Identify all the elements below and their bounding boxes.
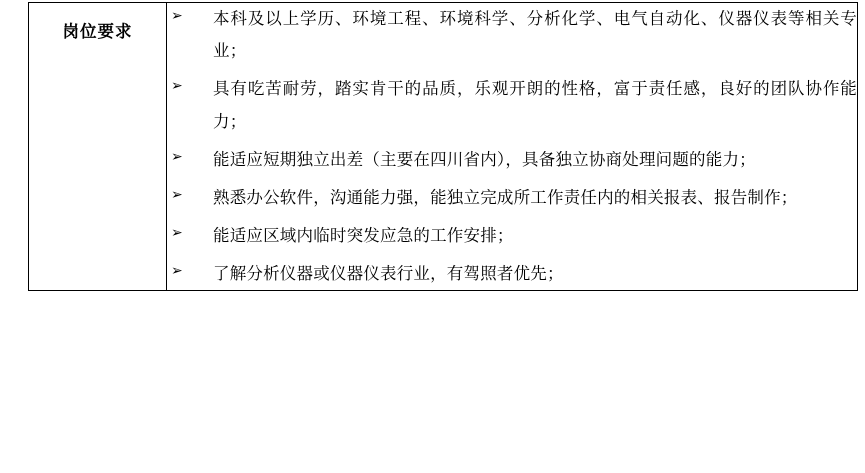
requirement-text: 能适应短期独立出差（主要在四川省内），具备独立协商处理问题的能力； — [213, 149, 756, 169]
requirement-text: 熟悉办公软件，沟通能力强，能独立完成所工作责任内的相关报表、报告制作； — [213, 187, 798, 207]
arrow-bullet-icon: ➢ — [171, 225, 183, 242]
row-label-cell — [29, 3, 167, 291]
document-page — [0, 2, 865, 473]
requirements-cell — [167, 3, 858, 291]
table-row — [29, 3, 858, 291]
list-item — [167, 258, 857, 290]
requirement-text: 本科及以上学历、环境工程、环境科学、分析化学、电气自动化、仪器仪表等相关专业； — [213, 9, 857, 61]
list-item — [167, 220, 857, 252]
list-item — [167, 73, 857, 137]
job-requirements-table — [28, 2, 858, 291]
list-item — [167, 182, 857, 214]
requirement-text: 了解分析仪器或仪器仪表行业，有驾照者优先； — [213, 264, 564, 284]
arrow-bullet-icon: ➢ — [171, 186, 183, 203]
arrow-bullet-icon: ➢ — [171, 78, 183, 95]
row-label-text: 岗位要求 — [62, 23, 133, 41]
list-item — [167, 3, 857, 67]
requirements-list — [167, 3, 857, 290]
arrow-bullet-icon: ➢ — [171, 263, 183, 280]
arrow-bullet-icon: ➢ — [171, 148, 183, 165]
arrow-bullet-icon: ➢ — [171, 8, 183, 24]
requirement-text: 能适应区域内临时突发应急的工作安排； — [213, 226, 514, 246]
list-item — [167, 144, 857, 176]
requirement-text: 具有吃苦耐劳，踏实肯干的品质，乐观开朗的性格，富于责任感，良好的团队协作能力； — [213, 79, 857, 131]
